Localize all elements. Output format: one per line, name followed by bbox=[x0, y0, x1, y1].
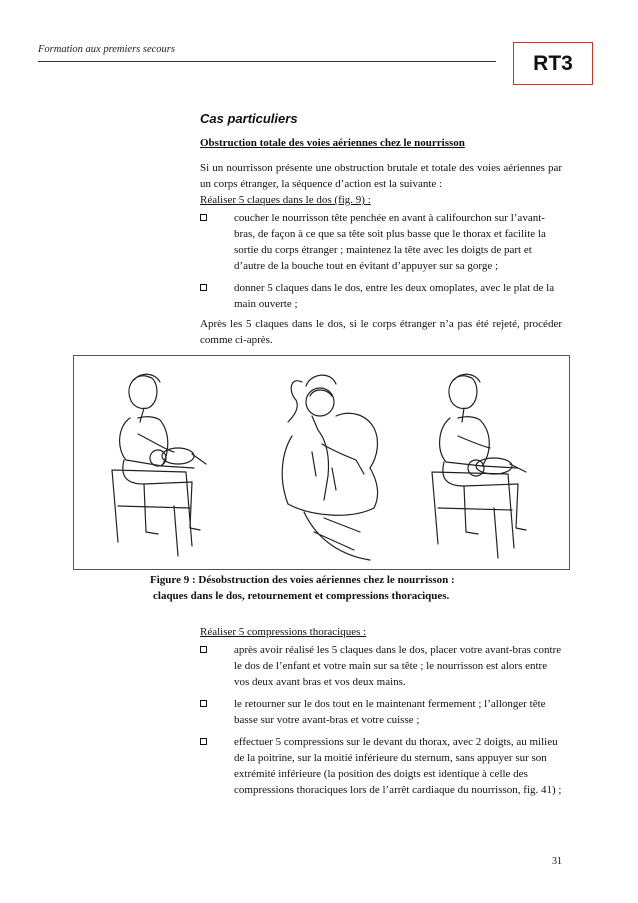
scene-chest-compressions bbox=[432, 374, 526, 558]
step1-bullet-1 bbox=[218, 210, 562, 274]
figure-caption bbox=[150, 572, 510, 604]
checkbox-bullet-icon bbox=[200, 738, 207, 745]
step1-bullet-1-text: coucher le nourrisson tête penchée en avant à califourchon sur l’avant-bras, de façon à ce que sa tête soit plus basse que le thorax et facilite la sortie du corps étranger ; maintenez la tête avec les doigts de part et d’autre de la bouche tout en évitant d’appuyer sur sa gorge ; bbox=[234, 212, 546, 272]
checkbox-bullet-icon bbox=[200, 284, 207, 291]
step1-bullet-2-text: donner 5 claques dans le dos, entre les deux omoplates, avec le plat de la main ouverte ; bbox=[234, 282, 555, 310]
step2-bullet-3-text: effectuer 5 compressions sur le devant du thorax, avec 2 doigts, au milieu de la poitrine, sur la moitié inférieure du sternum, sans appuyer sur son extrémité inférieure (la position des doigts est identique à celle des compressions thoraciques lors de l’arrêt cardiaque du nourrisson, fig. 41) ; bbox=[234, 736, 562, 796]
step2-bullet-2-text: le retourner sur le dos tout en le maintenant fermement ; l’allonger tête basse sur votre avant-bras et votre cuisse ; bbox=[234, 698, 546, 726]
step2-bullet-1 bbox=[218, 642, 562, 690]
step2-bullet-1-text: après avoir réalisé les 5 claques dans le dos, placer votre avant-bras contre le dos de l’enfant et votre main sur sa tête ; le nourrisson est alors entre vos deux avant bras et vos deux mains. bbox=[234, 644, 562, 688]
subheading: Obstruction totale des voies aériennes chez le nourrisson bbox=[200, 137, 465, 149]
after-paragraph: Après les 5 claques dans le dos, si le corps étranger n’a pas été rejeté, procéder comme ci-après. bbox=[200, 318, 562, 346]
checkbox-bullet-icon bbox=[200, 646, 207, 653]
document-header-title: Formation aux premiers secours bbox=[38, 44, 175, 55]
section-badge: RT3 bbox=[513, 42, 593, 85]
checkbox-bullet-icon bbox=[200, 700, 207, 707]
section-title: Cas particuliers bbox=[200, 111, 298, 126]
figure-caption-line-2: claques dans le dos, retournement et compressions thoraciques. bbox=[153, 590, 450, 602]
first-aid-illustration bbox=[74, 356, 571, 571]
step1-label: Réaliser 5 claques dans le dos (fig. 9) : bbox=[200, 194, 371, 206]
step2-bullet-2 bbox=[218, 696, 562, 728]
step2-bullet-3 bbox=[218, 734, 562, 798]
scene-turning bbox=[282, 375, 377, 560]
figure-illustration bbox=[73, 355, 570, 570]
checkbox-bullet-icon bbox=[200, 214, 207, 221]
figure-caption-line-1: Figure 9 : Désobstruction des voies aériennes chez le nourrisson : bbox=[150, 574, 455, 586]
step1-bullet-2 bbox=[218, 280, 562, 312]
step2-block bbox=[200, 626, 562, 798]
scene-back-blows bbox=[112, 374, 206, 556]
intro-paragraph: Si un nourrisson présente une obstruction brutale et totale des voies aériennes par un corps étranger, la séquence d’action est la suivante : bbox=[200, 162, 562, 190]
page-number: 31 bbox=[552, 856, 562, 867]
intro-block bbox=[200, 160, 562, 348]
step2-label: Réaliser 5 compressions thoraciques : bbox=[200, 626, 367, 638]
header-divider bbox=[38, 61, 496, 62]
